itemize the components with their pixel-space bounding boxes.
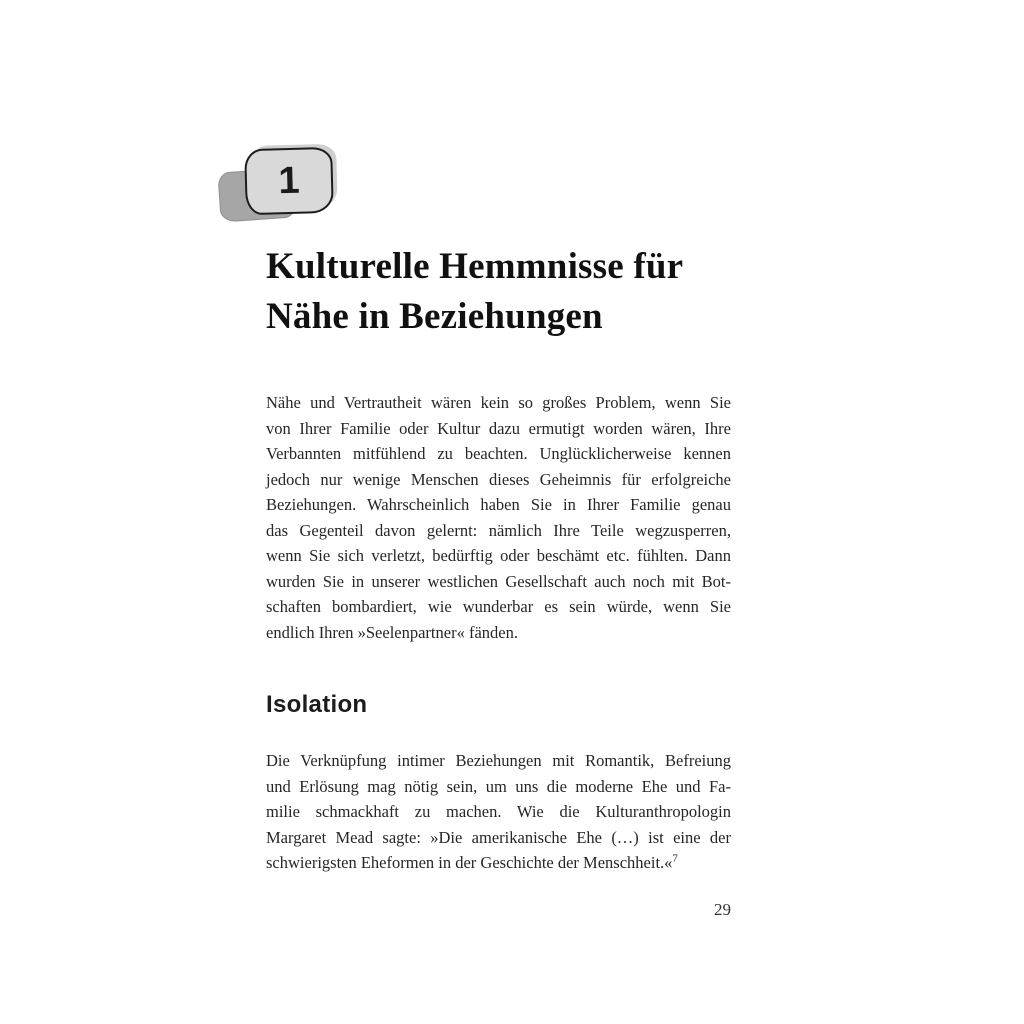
text-line: endlich Ihren »Seelenpartner« fänden. [266,622,518,642]
text-line: Die Verknüpfung intimer Beziehungen mit Romantik, Befreiung [266,751,731,770]
chapter-title-line-2: Nähe in Beziehungen [266,296,603,337]
text-line: milie schmackhaft zu machen. Wie die Kulturanthropologin [266,802,731,821]
chapter-title [266,242,746,342]
text-line: und Erlösung mag nötig sein, um uns die moderne Ehe und Fa- [266,776,731,796]
text-line: schaften bombardiert, wie wunderbar es sein würde, wenn Sie [266,597,731,616]
text-line: Margaret Mead sagte: »Die amerikanische Ehe (…) ist eine der [266,827,731,847]
paragraph-1 [266,390,731,645]
text-line: von Ihrer Familie oder Kultur dazu ermutigt worden wären, Ihre [266,418,731,438]
text-line: Beziehungen. Wahrscheinlich haben Sie in Ihrer Familie genau [266,495,731,514]
text-line: wenn Sie sich verletzt, bedürftig oder beschämt etc. fühlten. Dann [266,546,731,565]
chapter-title-line-1: Kulturelle Hemmnisse für [266,246,684,287]
text-line: wurden Sie in unserer westlichen Gesellschaft auch noch mit Bot- [266,571,731,591]
chapter-badge [215,142,345,227]
page-number: 29 [714,900,731,919]
chapter-badge-front-shape [244,147,334,215]
text-line: Verbannten mitfühlend zu beachten. Unglücklicherweise kennen [266,444,731,463]
text-line [266,850,731,876]
footnote-reference: 7 [672,852,678,865]
section-heading: Isolation [266,691,368,718]
text-line: jedoch nur wenige Menschen dieses Geheimnis für erfolgreiche [266,469,731,489]
text-line: das Gegenteil davon gelernt: nämlich Ihre Teile wegzusperren, [266,520,731,540]
chapter-number: 1 [277,159,301,203]
text-line: Nähe und Vertrautheit wären kein so großes Problem, wenn Sie [266,393,731,412]
text-line-content: schwierigsten Eheformen in der Geschichte der Menschheit.« [266,853,673,872]
paragraph-2 [266,748,731,876]
